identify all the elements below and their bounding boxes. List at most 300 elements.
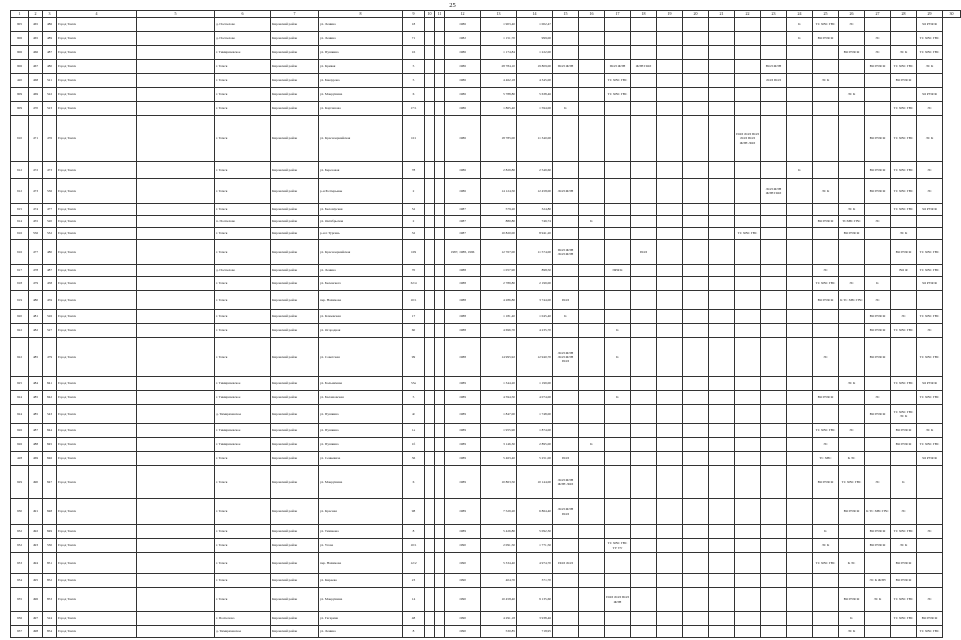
table-cell [709,102,735,116]
table-cell [579,310,605,324]
table-cell: 1990 [445,612,481,626]
table-cell: 916 [11,240,29,265]
table-cell [683,391,709,405]
table-cell: ЭС К [839,88,865,102]
table-cell: ЭС [865,391,891,405]
table-cell [657,228,683,240]
table-cell [631,179,657,204]
table-cell [761,310,787,324]
table-cell [761,46,787,60]
table-cell [735,588,761,612]
table-cell: 466 [29,46,43,60]
table-cell: ПРФ К [605,265,631,277]
table-cell: 918 [11,277,29,291]
table-cell: 579,20 [481,204,517,216]
table-cell: 473 [29,179,43,204]
table-cell: г. Томск [215,525,271,539]
table-cell: 2 829,80 [481,162,517,179]
table-cell: 8 941,20 [517,228,553,240]
table-cell: ЭС К [917,116,943,162]
table-cell [435,612,445,626]
table-cell [735,424,761,438]
table-cell: ЭС [839,18,865,32]
table-cell: 18 785,00 [481,116,517,162]
table-cell: K [865,277,891,291]
table-cell: Город Томск [57,277,137,291]
table-cell: Город Томск [57,32,137,46]
table-cell [579,553,605,574]
table-cell [917,553,943,574]
table-cell [839,391,865,405]
table-cell [735,338,761,377]
table-cell: Кировский район [271,338,319,377]
table-cell: ПОЛ [631,240,657,265]
table-cell [865,18,891,32]
table-cell [891,291,917,310]
table-cell [709,612,735,626]
column-header: 10 [425,11,435,18]
table-cell: 849 [43,525,57,539]
table-cell [787,499,813,525]
table-cell [631,438,657,452]
table-cell [553,216,579,228]
table-cell: 48 [403,612,425,626]
table-cell: ПОЛ ЛОЛ [553,553,579,574]
table-cell: 926 [11,438,29,452]
table-cell: 1а [403,424,425,438]
table-cell: Город Томск [57,424,137,438]
table-cell: 853 [43,588,57,612]
table-cell: 404,70 [481,574,517,588]
table-cell [553,277,579,291]
table-cell [137,291,215,310]
table-cell: Город Томск [57,612,137,626]
table-cell: 930 [11,499,29,525]
table-cell [735,277,761,291]
table-cell: 920 [11,310,29,324]
table-cell [865,88,891,102]
table-cell [787,74,813,88]
table-cell [435,60,445,74]
table-row [11,612,961,626]
column-header: 23 [761,11,787,18]
table-cell [631,74,657,88]
table-cell: Кировский район [271,438,319,452]
table-cell: Кировский район [271,391,319,405]
table-cell: Город Томск [57,539,137,553]
table-cell [683,162,709,179]
table-cell: Город Томск [57,452,137,466]
table-cell: ТС ХВС ГВС [917,338,943,377]
table-cell: ЭС [839,424,865,438]
table-cell [605,626,631,638]
table-cell [761,553,787,574]
table-cell [683,525,709,539]
table-cell: 718,95 [517,626,553,638]
table-cell: Город Томск [57,324,137,338]
table-cell [709,216,735,228]
table-cell [435,438,445,452]
table-cell [787,88,813,102]
table-cell [839,74,865,88]
table-cell [631,377,657,391]
table-cell: 5 [403,391,425,405]
column-header: 19 [657,11,683,18]
table-cell [605,424,631,438]
column-header: 21 [709,11,735,18]
table-cell: 847 [43,466,57,499]
table-cell: 842 [43,391,57,405]
table-cell: Город Томск [57,240,137,265]
table-cell: 491 [29,499,43,525]
table-cell [787,574,813,588]
table-cell [787,116,813,162]
table-cell [579,499,605,525]
table-cell: Город Томск [57,60,137,74]
table-cell: р-н Бэлтерьевы [319,179,403,204]
table-cell [657,204,683,216]
table-cell [631,291,657,310]
table-cell: Кировский район [271,18,319,32]
table-cell [761,162,787,179]
table-cell: ВО РУФ Ф [865,60,891,74]
table-row [11,438,961,452]
table-cell [553,88,579,102]
table-cell [787,539,813,553]
table-cell: ЗО РУФ Ф [917,18,943,32]
column-header: 14 [517,11,553,18]
table-cell: 4г [403,405,425,424]
table-cell [683,88,709,102]
table-cell: Город Томск [57,265,137,277]
table-cell: ЗО РУФ Ф [917,377,943,391]
table-cell [735,377,761,391]
table-cell: ПОЛ ЖЭН ЛОЛ ЖЭН [553,240,579,265]
table-cell: ТС ХВС ГВС [917,240,943,265]
table-cell [553,438,579,452]
table-cell [425,466,435,499]
table-cell [579,18,605,32]
table-cell [813,102,839,116]
table-cell: ТС ХВС [813,452,839,466]
column-header: 15 [553,11,579,18]
table-cell [579,525,605,539]
table-cell [709,32,735,46]
table-cell [865,265,891,277]
table-cell: Город Томск [57,377,137,391]
table-cell: Город Томск [57,162,137,179]
table-cell [787,405,813,424]
table-cell: 1990 [445,588,481,612]
table-cell: K [605,338,631,377]
table-cell: 1986 [445,162,481,179]
table-cell [865,204,891,216]
table-cell: Кировский район [271,588,319,612]
column-header: 5 [137,11,215,18]
table-cell: ВО РУФ Ф [813,466,839,499]
table-cell [709,88,735,102]
table-cell: ВО РУФ Ф [813,291,839,310]
table-cell: Город Томск [57,204,137,216]
table-cell [579,179,605,204]
table-cell: Кировский район [271,265,319,277]
table-cell [709,525,735,539]
table-row [11,74,961,88]
table-cell: ВО РУФ Ф [865,310,891,324]
table-cell: 493 [29,539,43,553]
table-cell: 478 [29,265,43,277]
table-cell: ТС ХВС ГВС [891,525,917,539]
table-cell: 914 [11,216,29,228]
table-cell: 480 [29,291,43,310]
table-cell: г. Тимирязевское [215,391,271,405]
table-cell [813,574,839,588]
table-cell: 465 [29,18,43,32]
table-cell [891,18,917,32]
table-cell: 924 [11,405,29,424]
table-cell: Кировский район [271,525,319,539]
table-cell: 1989 [445,424,481,438]
table-cell: ул. Бакаурова [319,74,403,88]
table-cell: 841 [43,377,57,391]
table-cell: ЭС [917,179,943,204]
table-cell: 28 784,10 [481,60,517,74]
table-cell: K [839,612,865,626]
table-cell: г. Томск [215,102,271,116]
table-cell [579,338,605,377]
table-cell [425,102,435,116]
column-header: 13 [481,11,517,18]
table-cell: 746,74 [517,216,553,228]
table-cell [891,32,917,46]
column-header: 7 [271,11,319,18]
column-header: 20 [683,11,709,18]
table-cell [813,228,839,240]
table-cell [579,74,605,88]
table-cell [605,291,631,310]
table-cell [735,265,761,277]
table-cell: ЛОЛ ЖЭН ЛОЛ ЖЭН ПОЛ [553,338,579,377]
table-cell [683,338,709,377]
table-cell [657,18,683,32]
column-header: 1 [11,11,29,18]
table-cell [683,74,709,88]
table-cell: 933 [11,553,29,574]
table-cell [735,324,761,338]
table-cell: г. Томск [215,88,271,102]
table-cell: 2 [403,216,425,228]
table-cell [605,204,631,216]
table-cell: 11 340,00 [517,116,553,162]
table-cell [657,291,683,310]
table-cell [435,32,445,46]
table-cell: 1 874,00 [517,424,553,438]
table-cell: ТС ХВС ГВС [917,438,943,452]
table-cell [631,228,657,240]
column-header: 12 [445,11,481,18]
table-cell: ул. Клюевская [319,310,403,324]
table-cell: 906 [11,46,29,60]
table-cell [709,162,735,179]
table-cell: ЭС К [917,424,943,438]
table-cell [709,466,735,499]
table-cell [735,539,761,553]
table-cell: ВО РУФ Ф [865,324,891,338]
table-cell: 480 [43,60,57,74]
table-cell [787,228,813,240]
table-cell: ТС ХВС ГВС [813,553,839,574]
table-cell [735,46,761,60]
table-cell: 1989 [445,391,481,405]
table-cell [425,228,435,240]
table-cell [683,265,709,277]
table-cell [435,553,445,574]
table-cell [839,32,865,46]
table-cell [761,405,787,424]
table-row [11,116,961,162]
table-cell: 14 124,50 [481,179,517,204]
table-cell [839,324,865,338]
table-cell [657,216,683,228]
table-cell: K [813,525,839,539]
table-cell: 467 [29,60,43,74]
table-cell: 487 [43,46,57,60]
table-cell [553,204,579,216]
table-cell: ул. Мокрушина [319,588,403,612]
table-cell: ЭС К [865,588,891,612]
table-cell [435,377,445,391]
table-row [11,525,961,539]
table-cell [605,310,631,324]
table-cell: ул. Мокрушина [319,88,403,102]
table-cell [709,438,735,452]
table-cell [425,588,435,612]
table-row [11,204,961,216]
table-row [11,277,961,291]
table-cell: 536 [43,179,57,204]
table-cell: г. Томск [215,74,271,88]
table-cell: Город Томск [57,338,137,377]
table-cell [435,265,445,277]
table-cell [425,240,435,265]
table-cell: 932 [11,539,29,553]
table-cell: 5 334,40 [481,553,517,574]
table-cell [605,18,631,32]
table-cell [137,204,215,216]
table-cell: K [579,438,605,452]
table-cell: 1988 [445,265,481,277]
table-cell [683,228,709,240]
table-row [11,265,961,277]
table-cell [425,291,435,310]
table-cell: г. Томск [215,574,271,588]
table-cell: ул. Ленина [319,32,403,46]
column-header: 3 [43,11,57,18]
table-cell [579,228,605,240]
table-cell: ЭС К [917,60,943,74]
housing-register-table [10,10,961,638]
table-cell [735,32,761,46]
table-cell: ТС ХВС ГВС [605,74,631,88]
table-cell: ТС ХВС ГВС [917,391,943,405]
table-cell: 17/1 [403,102,425,116]
table-cell [865,424,891,438]
table-cell [657,74,683,88]
table-cell [761,228,787,240]
table-cell: 915 [11,204,29,216]
table-cell: 4 462,18 [481,74,517,88]
table-cell: 543 [43,405,57,424]
table-cell: ПОЛ ЖЭН [553,60,579,74]
table-cell: ЭС [865,216,891,228]
table-cell: ЗО РУФ Ф [917,277,943,291]
table-cell: 469 [29,88,43,102]
table-cell [709,553,735,574]
table-cell: 5 [403,74,425,88]
table-cell: ТС ХВС ГВС [891,377,917,391]
table-cell: 524 [43,612,57,626]
table-cell [787,626,813,638]
table-cell [709,265,735,277]
table-row [11,553,961,574]
table-cell: 1989 [445,452,481,466]
table-cell: 16 [403,46,425,60]
table-cell: 5 426,80 [481,525,517,539]
table-cell [709,60,735,74]
table-cell [683,102,709,116]
table-cell: 919 [11,291,29,310]
table-cell: ТС ХВС ГВС [735,228,761,240]
table-cell: 486 [43,18,57,32]
table-cell [657,179,683,204]
table-cell [435,424,445,438]
table-cell: 6 [403,88,425,102]
table-cell [137,60,215,74]
table-cell [657,405,683,424]
table-cell: Город Томск [57,438,137,452]
table-cell: г. Томск [215,291,271,310]
table-cell: 846 [43,452,57,466]
table-cell [813,377,839,391]
table-cell: 2 549,60 [517,162,553,179]
table-cell: 32 [403,228,425,240]
table-cell: 487 [29,424,43,438]
table-cell: 458 [43,277,57,291]
table-cell [787,391,813,405]
table-cell: 1982 [445,32,481,46]
table-cell [605,612,631,626]
table-cell [605,452,631,466]
table-cell [683,377,709,391]
table-cell [553,574,579,588]
column-header: 17 [605,11,631,18]
table-cell: 1986 [445,18,481,32]
table-cell: 5 788,80 [481,88,517,102]
table-cell: 498 [29,626,43,638]
table-cell [425,116,435,162]
table-cell: 854 [43,626,57,638]
table-cell [657,324,683,338]
table-cell [579,204,605,216]
table-cell [891,216,917,228]
table-cell [683,204,709,216]
table-cell [579,324,605,338]
table-cell: ул. Березовая [319,162,403,179]
table-cell [631,310,657,324]
table-row [11,539,961,553]
table-cell: 1986 [445,116,481,162]
table-cell [735,204,761,216]
